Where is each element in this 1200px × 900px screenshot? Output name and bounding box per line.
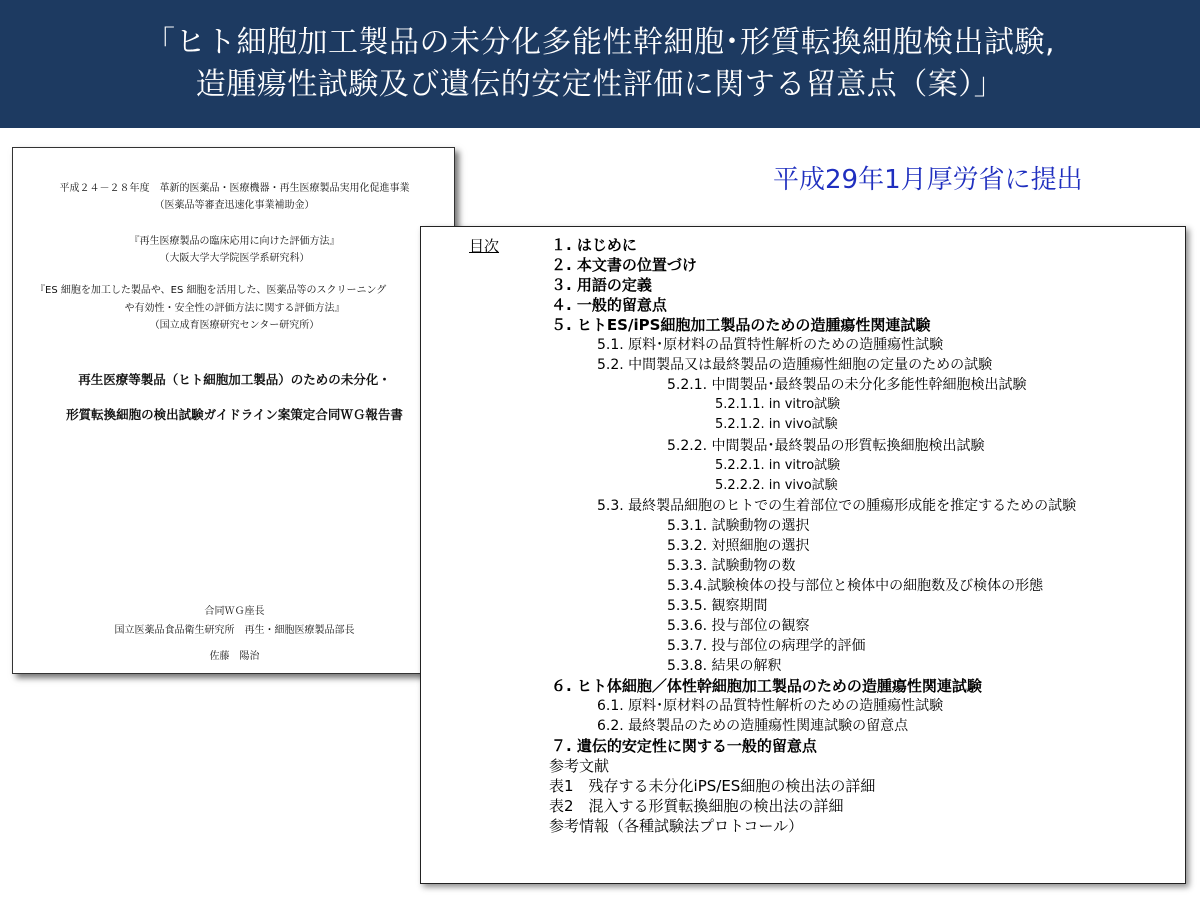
toc-item: 表1 残存する未分化iPS/ES細胞の検出法の詳細 — [549, 777, 876, 796]
toc-item: 5.2.1.1. in vitro試験 — [715, 397, 841, 413]
toc-item: 5.2.1. 中間製品･最終製品の未分化多能性幹細胞検出試験 — [667, 377, 1027, 394]
toc-item: １. はじめに — [551, 236, 637, 254]
report-cover-page — [12, 147, 455, 674]
cover-eval2-org: （国立成育医療研究センター研究所） — [149, 320, 320, 331]
toc-item: 参考文献 — [549, 757, 610, 776]
toc-label: 目次 — [469, 237, 500, 255]
submission-note: 平成29年1月厚労省に提出 — [773, 165, 1083, 195]
toc-item: 5.3. 最終製品細胞のヒトでの生着部位での腫瘍形成能を推定するための試験 — [597, 497, 1077, 514]
toc-item: 5.3.5. 観察期間 — [667, 597, 768, 614]
toc-item: 6.2. 最終製品のための造腫瘍性関連試験の留意点 — [597, 718, 909, 735]
toc-item: ３. 用語の定義 — [551, 276, 652, 295]
toc-item: 5.3.2. 対照細胞の選択 — [667, 537, 810, 554]
title-line-1: 「ヒト細胞加工製品の未分化多能性幹細胞･形質転換細胞検出試験, — [144, 25, 1056, 60]
cover-eval1-org: （大阪大学大学院医学系研究科） — [159, 253, 310, 264]
cover-eval2-title-1: 『ES 細胞を加工した製品や、ES 細胞を活用した、医薬品等のスクリーニング — [35, 285, 387, 296]
cover-report-title-2: 形質転換細胞の検出試験ガイドライン案策定合同ＷＧ報告書 — [66, 407, 403, 422]
cover-chair-label: 合同ＷＧ座長 — [204, 606, 265, 617]
toc-item: 5.2.2.1. in vitro試験 — [715, 457, 841, 473]
toc-item: 5.2.1.2. in vivo試験 — [715, 417, 838, 433]
cover-project-line-2: （医薬品等審査迅速化事業補助金） — [154, 200, 315, 211]
toc-item: ４. 一般的留意点 — [551, 296, 667, 315]
toc-item: 表2 混入する形質転換細胞の検出法の詳細 — [549, 797, 844, 816]
toc-item: 5.2. 中間製品又は最終製品の造腫瘍性細胞の定量のための試験 — [597, 357, 993, 374]
toc-item: 5.2.2. 中間製品･最終製品の形質転換細胞検出試験 — [667, 437, 985, 454]
toc-item: ６. ヒト体細胞／体性幹細胞加工製品のための造腫瘍性関連試験 — [551, 677, 982, 696]
toc-item: 5.3.8. 結果の解釈 — [667, 658, 782, 675]
table-of-contents — [420, 226, 1186, 884]
toc-item: 5.3.7. 投与部位の病理学的評価 — [667, 638, 866, 654]
toc-item: ５. ヒトES/iPS細胞加工製品のための造腫瘍性関連試験 — [551, 316, 931, 335]
toc-item: 5.3.1. 試験動物の選択 — [667, 517, 810, 534]
toc-item: 5.3.3. 試験動物の数 — [667, 557, 796, 574]
title-banner — [0, 0, 1200, 128]
cover-eval1-title: 『再生医療製品の臨床応用に向けた評価方法』 — [129, 236, 340, 247]
toc-item: 参考情報（各種試験法プロトコール） — [549, 817, 804, 836]
cover-chair-name: 佐藤 陽治 — [209, 651, 260, 662]
cover-report-title-1: 再生医療等製品（ヒト細胞加工製品）のための未分化・ — [78, 372, 391, 387]
title-line-2: 造腫瘍性試験及び遺伝的安定性評価に関する留意点（案）」 — [195, 67, 1005, 102]
toc-item: 6.1. 原料･原材料の品質特性解析のための造腫瘍性試験 — [597, 698, 944, 715]
toc-item: 5.2.2.2. in vivo試験 — [715, 477, 838, 493]
cover-chair-affiliation: 国立医薬品食品衛生研究所 再生・細胞医療製品部長 — [114, 625, 355, 636]
toc-item: 5.3.4.試験検体の投与部位と検体中の細胞数及び検体の形態 — [667, 577, 1044, 594]
toc-item: 5.1. 原料･原材料の品質特性解析のための造腫瘍性試験 — [597, 337, 944, 354]
toc-item: ７. 遺伝的安定性に関する一般的留意点 — [551, 737, 817, 756]
toc-item: 5.3.6. 投与部位の観察 — [667, 617, 810, 634]
toc-item: ２. 本文書の位置づけ — [551, 256, 697, 275]
cover-eval2-title-2: や有効性・安全性の評価方法に関する評価方法』 — [124, 303, 345, 314]
cover-project-line-1: 平成２４－２８年度 革新的医薬品・医療機器・再生医療製品実用化促進事業 — [59, 183, 410, 194]
